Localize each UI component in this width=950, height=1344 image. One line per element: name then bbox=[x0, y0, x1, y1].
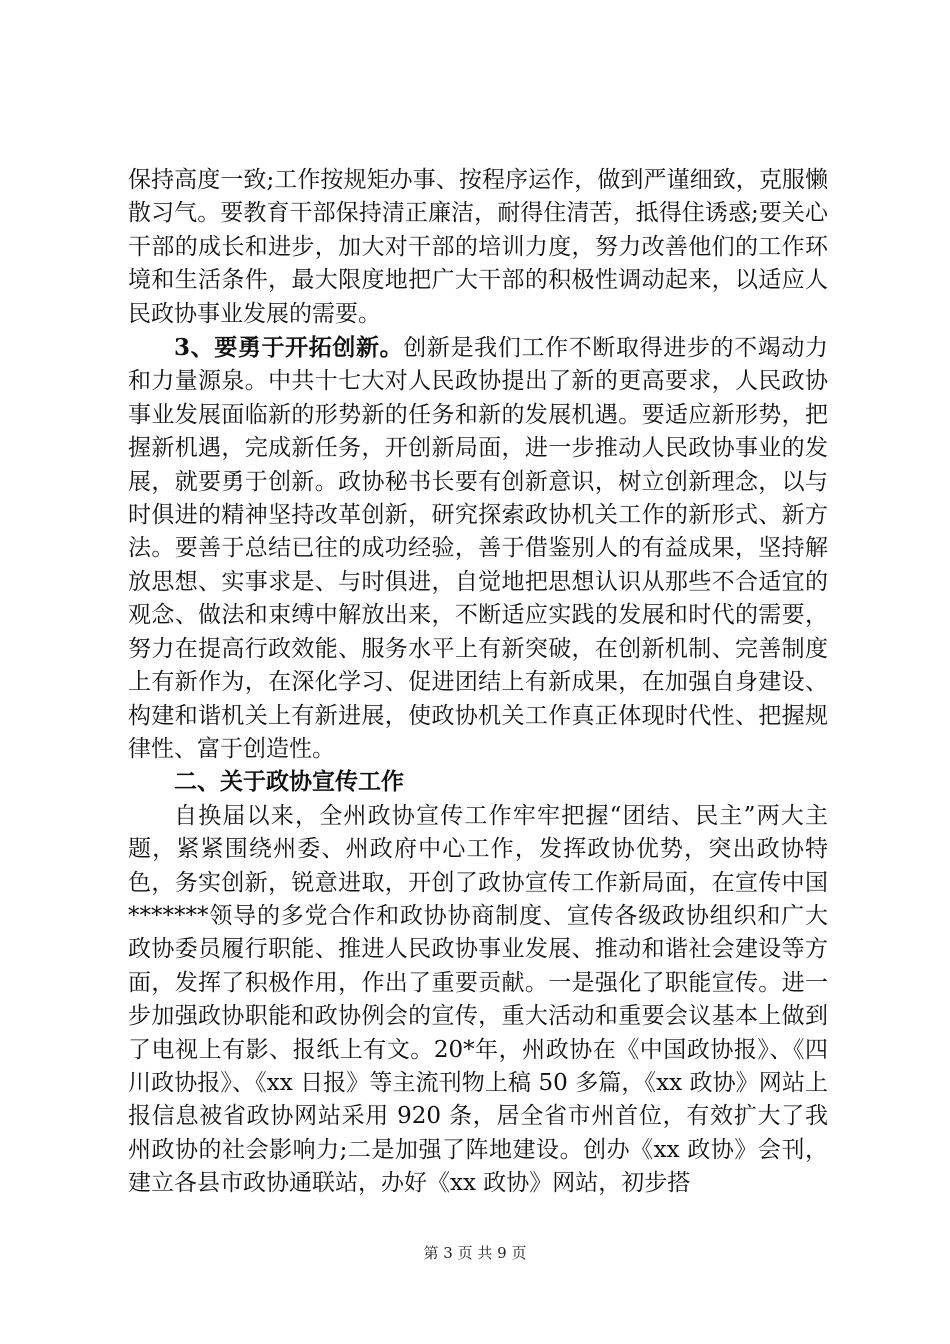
paragraph-2-lead: 3、要勇于开拓创新。 bbox=[174, 334, 404, 362]
page-footer: 第 3 页 共 9 页 bbox=[423, 1244, 527, 1262]
document-body bbox=[128, 164, 828, 1201]
paragraph-3: 自换届以来，全州政协宣传工作牢牢把握“团结、民主”两大主题，紧紧围绕州委、州政府中心工作，发挥政协优势，突出政协特色，务实创新，锐意进取，开创了政协宣传工作新局面，在宣传中国*******领导的多党合作和政协协商制度、宣传各级政协组织和广大政协委员履行职能、推进人民政协事业发展、推动和谐社会建设等方面，发挥了积极作用，作出了重要贡献。一是强化了职能宣传。进一步加强政协职能和政协例会的宣传，重大活动和重要会议基本上做到了电视上有影、报纸上有文。20*年，州政协在《中国政协报》、《四川政协报》、《xx 日报》等主流刊物上稿 50 多篇，《xx 政协》网站上报信息被省政协网站采用 920 条，居全省市州首位，有效扩大了我州政协的社会影响力;二是加强了阵地建设。创办《xx 政协》会刊，建立各县市政协通联站，办好《xx 政协》网站，初步搭 bbox=[128, 802, 828, 1197]
paragraph-2 bbox=[128, 331, 828, 766]
section-heading: 二、关于政协宣传工作 bbox=[174, 769, 404, 796]
paragraph-2-body: 创新是我们工作不断取得进步的不竭动力和力量源泉。中共十七大对人民政协提出了新的更高要求，人民政协事业发展面临新的形势新的任务和新的发展机遇。要适应新形势，把握新机遇，完成新任务，开创新局面，进一步推动人民政协事业的发展，就要勇于创新。政协秘书长要有创新意识，树立创新理念，以与时俱进的精神坚持改革创新，研究探索政协机关工作的新形式、新方法。要善于总结已往的成功经验，善于借鉴别人的有益成果，坚持解放思想、实事求是、与时俱进，自觉地把思想认识从那些不合适宜的观念、做法和束缚中解放出来，不断适应实践的发展和时代的需要，努力在提高行政效能、服务水平上有新突破，在创新机制、完善制度上有新作为，在深化学习、促进团结上有新成果，在加强自身建设、构建和谐机关上有新进展，使政协机关工作真正体现时代性、把握规律性、富于创造性。 bbox=[128, 335, 828, 762]
paragraph-1: 保持高度一致;工作按规矩办事、按程序运作，做到严谨细致，克服懒散习气。要教育干部保持清正廉洁，耐得住清苦，抵得住诱惑;要关心干部的成长和进步，加大对干部的培训力度，努力改善他们的工作环境和生活条件，最大限度地把广大干部的积极性调动起来，以适应人民政协事业发展的需要。 bbox=[128, 167, 828, 327]
